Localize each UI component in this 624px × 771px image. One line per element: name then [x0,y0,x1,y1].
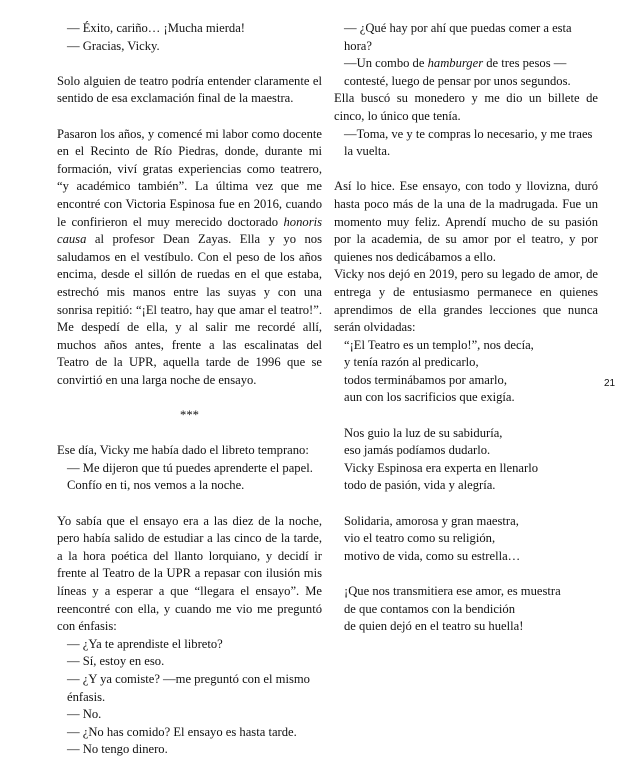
dialogue-line: — No tengo dinero. [67,742,168,757]
verse-line: eso jamás podíamos dudarlo. [344,443,491,458]
verse-line: motivo de vida, como su estrella… [344,548,521,563]
verse-line: Solidaria, amorosa y gran maestra, [344,513,519,528]
paragraph: Solo alguien de teatro podría entender claramente el sentido de esa exclamación final de la maestra. [57,73,322,106]
verse-line: todos terminábamos por amarlo, [344,372,507,387]
verse-line: y tenía razón al predicarlo, [344,355,479,370]
dialogue-line: —Un combo de hamburger de tres pesos — contesté, luego de pensar por unos segundos. [344,56,571,88]
dialogue-line: — Éxito, cariño… ¡Mucha mierda! [67,21,246,35]
verse-line: todo de pasión, vida y alegría. [344,478,496,493]
dialogue-line: — Sí, estoy en eso. [67,654,165,669]
left-column [57,20,322,759]
verse-line: de que contamos con la bendición [344,601,516,616]
verse-line: Vicky Espinosa era experta en llenarlo [344,460,539,475]
page-number: 21 [604,378,616,389]
verse-line: de quien dejó en el teatro su huella! [344,619,524,634]
verse-line: Nos guio la luz de su sabiduría, [344,425,503,440]
dialogue-line: — ¿No has comido? El ensayo es hasta tarde. [67,724,297,739]
paragraph: Vicky nos dejó en 2019, pero su legado de amor, de entrega y de entusiasmo permanece en quienes aprendimos de ella grandes lecciones que nunca serán olvidadas: [334,267,598,335]
right-column [334,20,598,636]
paragraph: Así lo hice. Ese ensayo, con todo y llovizna, duró hasta poco más de la una de la madrugada. Fue un momento muy feliz. Aprendí mucho de su pasión por la academia, de su amor por el teatro, y por quienes nos dedicábamos a ello. [334,179,598,264]
section-separator: *** [180,408,199,423]
verse-line: aun con los sacrificios que exigía. [344,390,515,405]
dialogue-line: — Gracias, Vicky. [67,38,160,53]
dialogue-line: — No. [67,707,102,722]
verse-line: “¡El Teatro es un templo!”, nos decía, [344,337,534,352]
dialogue-line: —Toma, ve y te compras lo necesario, y me traes la vuelta. [344,126,593,159]
dialogue-line: — Me dijeron que tú puedes aprenderte el papel. Confío en ti, nos vemos a la noche. [67,460,313,493]
paragraph: Yo sabía que el ensayo era a las diez de la noche, pero había salido de estudiar a las cinco de la tarde, a la hora poética del llanto lorquiano, y decidí ir frente al Teatro de la UPR a repasar con ilusión mis líneas y a esperar a que “llegara el ensayo”. Me reencontré con ella, y cuando me vio me preguntó con énfasis: [57,513,322,634]
verse-line: vio el teatro como su religión, [344,531,496,546]
paragraph: Ese día, Vicky me había dado el libreto temprano: [57,443,309,458]
dialogue-line: — ¿Y ya comiste? —me preguntó con el mismo énfasis. [67,671,310,704]
paragraph: Pasaron los años, y comencé mi labor como docente en el Recinto de Río Piedras, donde, durante mi formación, viví gratas experiencias como teatrero, “y académico también”. La última vez que me encontré con Victoria Espinosa fue en 2016, cuando le confirieron el muy merecido doctorado honoris causa al profesor Dean Zayas. Ella y yo nos saludamos en el vestíbulo. Con el peso de los años encima, desde el sillón de ruedas en el que estaba, estrechó mis manos entre las suyas y con una sonrisa repitió: “¡El teatro, hay que amar el teatro!”. Me despedí de ella, y al salir me recordé allí, muchos años antes, frente a las escalinatas del Teatro de la UPR, aquella tarde de 1996 que se convirtió en una larga noche de ensayo. [57,126,322,387]
dialogue-line: — ¿Qué hay por ahí que puedas comer a esta hora? [344,21,572,53]
verse-line: ¡Que nos transmitiera ese amor, es muestra [344,584,561,598]
dialogue-line: — ¿Ya te aprendiste el libreto? [67,636,223,651]
paragraph: Ella buscó su monedero y me dio un billete de cinco, lo único que tenía. [334,91,598,123]
